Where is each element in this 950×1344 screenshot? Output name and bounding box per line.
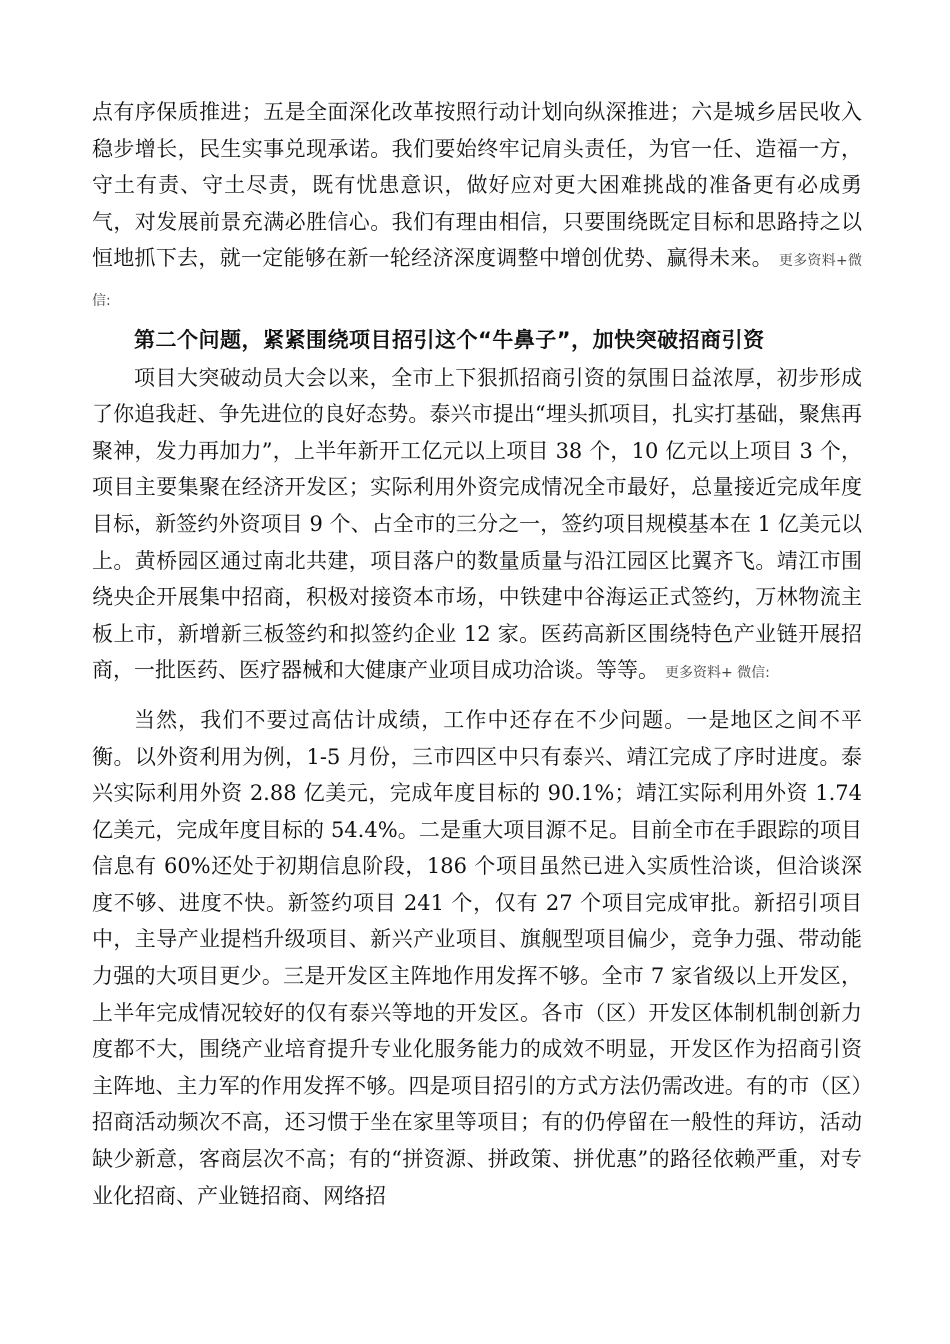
paragraph-continued — [92, 94, 862, 320]
section-heading: 第二个问题，紧紧围绕项目招引这个“牛鼻子”，加快突破招商引资 — [134, 327, 765, 352]
paragraph-text: 项目大突破动员大会以来，全市上下狠抓招商引资的氛围日益浓厚，初步形成了你追我赶、争先进位的良好态势。泰兴市提出“埋头抓项目，扎实打基础，聚焦再聚神，发力再加力”，上半年新开工亿元以上项目 38 个，10 亿元以上项目 3 个，项目主要集聚在经济开发区；实际利用外资完成情况全市最好，总量接近完成年度目标，新签约外资项目 9 个、占全市的三分之一，签约项目规模基本在 1 亿美元以上。黄桥园区通过南北共建，项目落户的数量质量与沿江园区比翼齐飞。靖江市围绕央企开展集中招商，积极对接资本市场，中铁建中谷海运正式签约，万林物流主板上市，新增新三板签约和拟签约企业 12 家。医药高新区围绕特色产业链开展招商，一批医药、医疗器械和大健康产业项目成功洽谈。等等。 — [92, 365, 862, 683]
paragraph-problems: 当然，我们不要过高估计成绩，工作中还存在不少问题。一是地区之间不平衡。以外资利用为例，1-5 月份，三市四区中只有泰兴、靖江完成了序时进度。泰兴实际利用外资 2.88 亿美元，完成年度目标的 90.1%；靖江实际利用外资 1.74 亿美元，完成年度目标的 54.4%。二是重大项目源不足。目前全市在手跟踪的项目信息有 60%还处于初期信息阶段，186 个项目虽然已进入实质性洽谈，但洽谈深度不够、进度不快。新签约项目 241 个，仅有 27 个项目完成审批。新招引项目中，主导产业提档升级项目、新兴产业项目、旗舰型项目偏少，竞争力强、带动能力强的大项目更少。三是开发区主阵地作用发挥不够。全市 7 家省级以上开发区，上半年完成情况较好的仅有泰兴等地的开发区。各市（区）开发区体制机制创新力度都不大，围绕产业培育提升专业化服务能力的成效不明显，开发区作为招商引资主阵地、主力军的作用发挥不够。四是项目招引的方式方法仍需改进。有的市（区）招商活动频次不高，还习惯于坐在家里等项目；有的仍停留在一般性的拜访，活动缺少新意，客商层次不高；有的“拼资源、拼政策、拼优惠”的路径依赖严重，对专业化招商、产业链招商、网络招 — [92, 707, 862, 1208]
document-page — [92, 94, 862, 1214]
watermark-note: 更多资料+微信: — [92, 253, 862, 309]
paragraph-text: 点有序保质推进；五是全面深化改革按照行动计划向纵深推进；六是城乡居民收入稳步增长，民生实事兑现承诺。我们要始终牢记肩头责任，为官一任、造福一方，守土有责、守土尽责，既有忧患意识，做好应对更大困难挑战的准备更有必成勇气，对发展前景充满必胜信心。我们有理由相信，只要围绕既定目标和思路持之以恒地抓下去，就一定能够在新一轮经济深度调整中增创优势、赢得未来。 — [92, 100, 862, 271]
paragraph-project-breakthrough — [92, 360, 862, 692]
watermark-note: 更多资料+ 微信: — [665, 665, 770, 682]
